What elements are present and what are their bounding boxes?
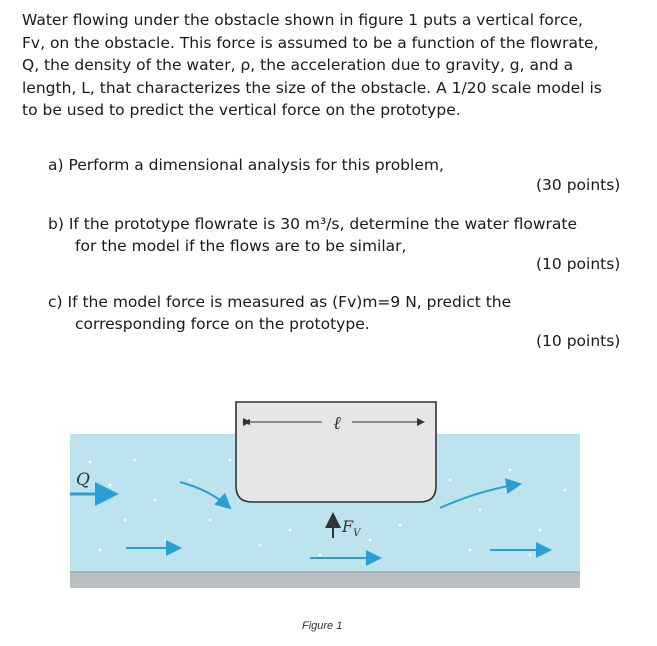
question-b-text: b) If the prototype flowrate is 30 m³/s, determine the water flowrate: [48, 215, 577, 233]
question-a-points: (30 points): [536, 176, 621, 194]
question-c-points: (10 points): [536, 332, 621, 350]
intro-line: Q, the density of the water, ρ, the acceleration due to gravity, g, and a: [22, 56, 574, 74]
question-a-text: a) Perform a dimensional analysis for this problem,: [48, 156, 444, 174]
intro-line: to be used to predict the vertical force on the prototype.: [22, 101, 461, 119]
intro-line: length, L, that characterizes the size of the obstacle. A 1/20 scale model is: [22, 78, 602, 97]
intro-line: Water flowing under the obstacle shown in figure 1 puts a vertical force,: [22, 11, 583, 29]
question-b-text-cont: for the model if the flows are to be similar,: [75, 237, 407, 255]
question-c-text-cont: corresponding force on the prototype.: [75, 315, 370, 333]
flowrate-label: Q: [76, 470, 90, 490]
channel-bed: [70, 572, 580, 588]
question-b: [48, 213, 577, 257]
problem-statement: [22, 9, 637, 122]
figure-caption: Figure 1: [302, 620, 343, 632]
question-a: [48, 154, 444, 176]
obstacle-flow-diagram: [70, 390, 590, 600]
question-c-text: c) If the model force is measured as (Fv)m=9 N, predict the: [48, 293, 512, 311]
question-b-points: (10 points): [536, 255, 621, 273]
figure-1: [70, 390, 590, 604]
question-c: [48, 291, 511, 335]
force-label: $F_V$: [342, 517, 361, 539]
intro-line: Fv, on the obstacle. This force is assumed to be a function of the flowrate,: [22, 33, 599, 52]
length-label: ℓ: [333, 413, 341, 434]
